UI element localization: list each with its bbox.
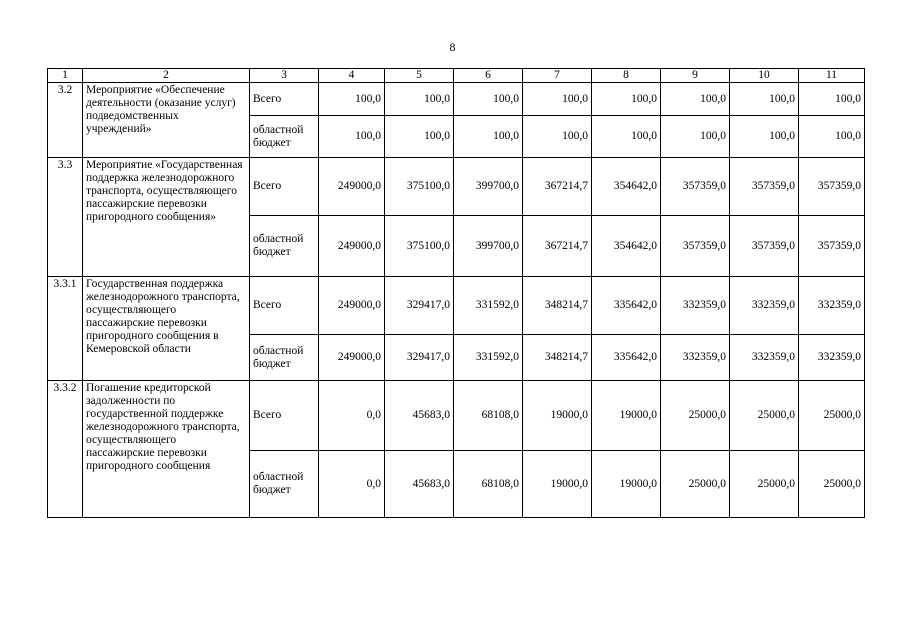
value-cell: 25000,0	[661, 381, 730, 451]
value-cell: 0,0	[319, 381, 385, 451]
value-cell: 100,0	[385, 116, 454, 158]
value-cell: 357359,0	[730, 216, 799, 277]
value-cell: 357359,0	[799, 216, 865, 277]
table-row	[48, 277, 865, 335]
value-cell: 100,0	[523, 83, 592, 116]
funding-source: Всего	[250, 158, 319, 216]
value-cell: 25000,0	[661, 451, 730, 518]
value-cell: 357359,0	[730, 158, 799, 216]
value-cell: 25000,0	[799, 381, 865, 451]
value-cell: 354642,0	[592, 216, 661, 277]
header-cell: 2	[83, 69, 250, 83]
value-cell: 399700,0	[454, 158, 523, 216]
funding-source: областной бюджет	[250, 116, 319, 158]
row-name: Мероприятие «Государственная поддержка железнодорожного транспорта, осуществляющего пассажирские перевозки пригородного сообщения»	[83, 158, 250, 277]
value-cell: 68108,0	[454, 381, 523, 451]
value-cell: 100,0	[454, 83, 523, 116]
value-cell: 100,0	[523, 116, 592, 158]
value-cell: 331592,0	[454, 277, 523, 335]
value-cell: 332359,0	[661, 335, 730, 381]
value-cell: 329417,0	[385, 277, 454, 335]
table-row	[48, 83, 865, 116]
header-cell: 4	[319, 69, 385, 83]
value-cell: 0,0	[319, 451, 385, 518]
value-cell: 399700,0	[454, 216, 523, 277]
funding-source: областной бюджет	[250, 335, 319, 381]
funding-source: областной бюджет	[250, 216, 319, 277]
value-cell: 331592,0	[454, 335, 523, 381]
value-cell: 249000,0	[319, 216, 385, 277]
value-cell: 100,0	[454, 116, 523, 158]
header-cell: 5	[385, 69, 454, 83]
funding-source: Всего	[250, 381, 319, 451]
value-cell: 335642,0	[592, 277, 661, 335]
header-cell: 11	[799, 69, 865, 83]
funding-source: областной бюджет	[250, 451, 319, 518]
header-cell: 9	[661, 69, 730, 83]
value-cell: 332359,0	[799, 335, 865, 381]
row-code: 3.3	[48, 158, 83, 277]
value-cell: 100,0	[799, 83, 865, 116]
value-cell: 25000,0	[730, 381, 799, 451]
value-cell: 100,0	[592, 83, 661, 116]
value-cell: 249000,0	[319, 335, 385, 381]
value-cell: 19000,0	[592, 381, 661, 451]
value-cell: 100,0	[661, 83, 730, 116]
value-cell: 19000,0	[592, 451, 661, 518]
value-cell: 68108,0	[454, 451, 523, 518]
value-cell: 19000,0	[523, 381, 592, 451]
row-code: 3.3.1	[48, 277, 83, 381]
value-cell: 100,0	[385, 83, 454, 116]
value-cell: 25000,0	[799, 451, 865, 518]
value-cell: 100,0	[661, 116, 730, 158]
header-cell: 8	[592, 69, 661, 83]
header-cell: 7	[523, 69, 592, 83]
value-cell: 100,0	[319, 116, 385, 158]
value-cell: 249000,0	[319, 277, 385, 335]
value-cell: 100,0	[730, 83, 799, 116]
value-cell: 332359,0	[661, 277, 730, 335]
value-cell: 375100,0	[385, 216, 454, 277]
value-cell: 45683,0	[385, 451, 454, 518]
value-cell: 367214,7	[523, 158, 592, 216]
value-cell: 348214,7	[523, 335, 592, 381]
header-cell: 3	[250, 69, 319, 83]
row-code: 3.2	[48, 83, 83, 158]
header-cell: 6	[454, 69, 523, 83]
page-number: 8	[449, 40, 456, 54]
row-name: Мероприятие «Обеспечение деятельности (оказание услуг) подведомственных учреждений»	[83, 83, 250, 158]
row-name: Государственная поддержка железнодорожного транспорта, осуществляющего пассажирские перевозки пригородного сообщения в Кемеровской области	[83, 277, 250, 381]
value-cell: 348214,7	[523, 277, 592, 335]
value-cell: 25000,0	[730, 451, 799, 518]
budget-table	[47, 68, 865, 518]
value-cell: 367214,7	[523, 216, 592, 277]
value-cell: 357359,0	[661, 216, 730, 277]
value-cell: 45683,0	[385, 381, 454, 451]
value-cell: 100,0	[730, 116, 799, 158]
table-row	[48, 158, 865, 216]
header-row	[48, 69, 865, 83]
row-name: Погашение кредиторской задолженности по государственной поддержке железнодорожного транспорта, осуществляющего пассажирские перевозки пригородного сообщения	[83, 381, 250, 518]
value-cell: 354642,0	[592, 158, 661, 216]
table-row	[48, 381, 865, 451]
header-cell: 10	[730, 69, 799, 83]
value-cell: 100,0	[799, 116, 865, 158]
value-cell: 329417,0	[385, 335, 454, 381]
value-cell: 375100,0	[385, 158, 454, 216]
value-cell: 357359,0	[661, 158, 730, 216]
value-cell: 249000,0	[319, 158, 385, 216]
value-cell: 100,0	[319, 83, 385, 116]
header-cell: 1	[48, 69, 83, 83]
value-cell: 332359,0	[730, 277, 799, 335]
value-cell: 332359,0	[730, 335, 799, 381]
value-cell: 100,0	[592, 116, 661, 158]
value-cell: 335642,0	[592, 335, 661, 381]
value-cell: 19000,0	[523, 451, 592, 518]
value-cell: 357359,0	[799, 158, 865, 216]
row-code: 3.3.2	[48, 381, 83, 518]
funding-source: Всего	[250, 83, 319, 116]
funding-source: Всего	[250, 277, 319, 335]
value-cell: 332359,0	[799, 277, 865, 335]
